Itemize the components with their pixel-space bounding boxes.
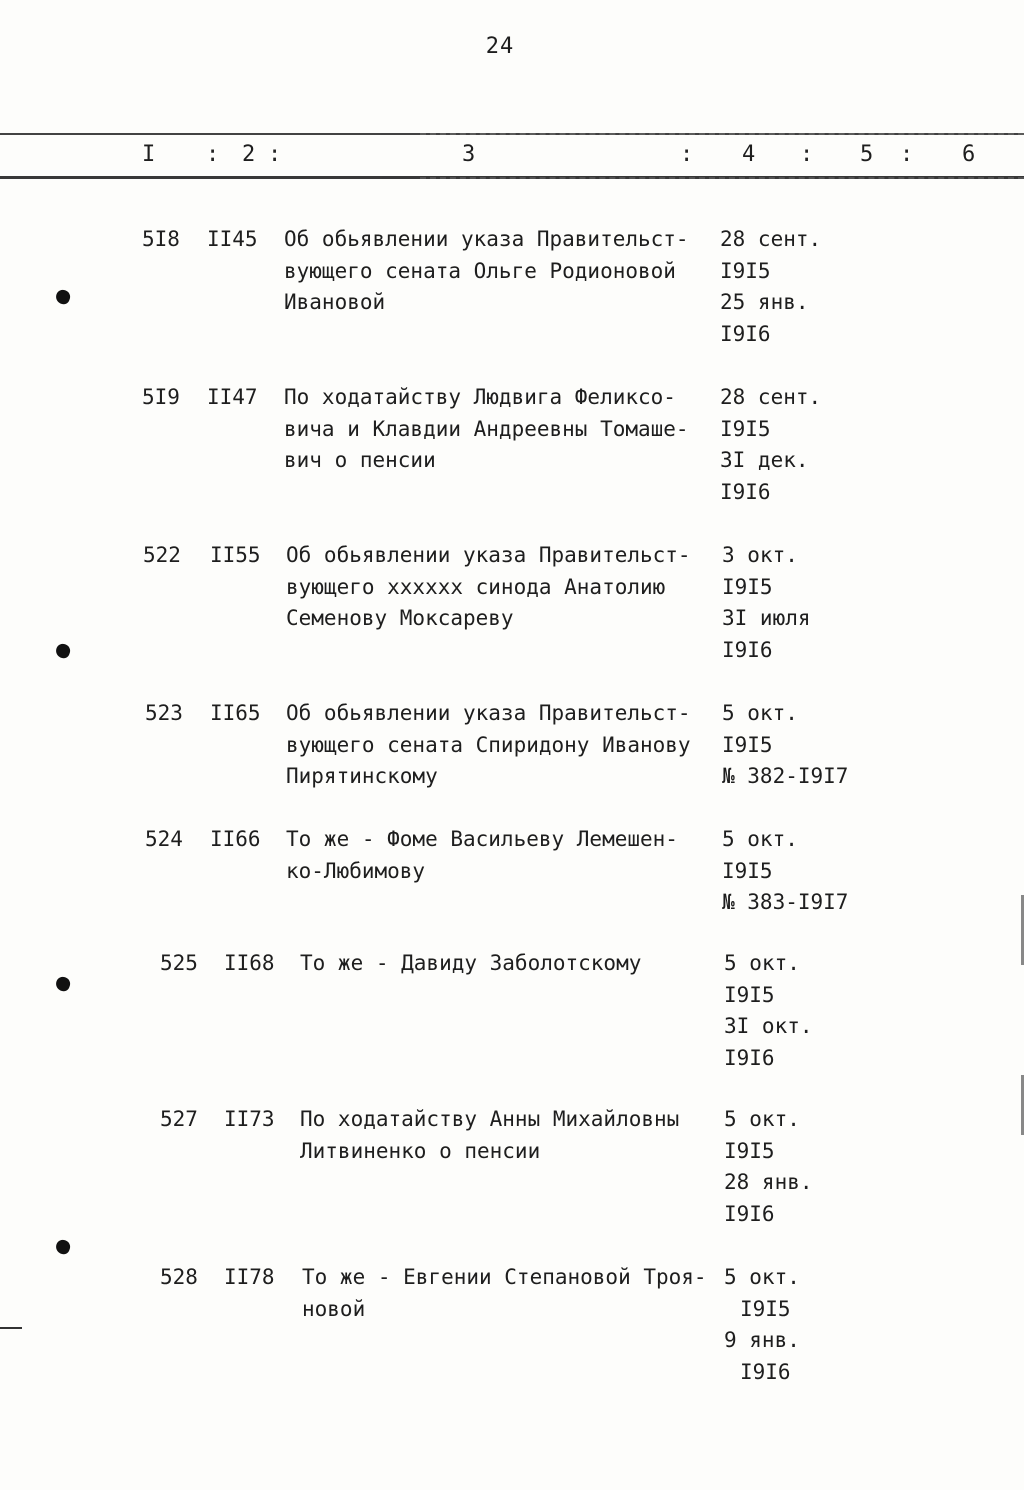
entry-dates xyxy=(724,948,924,1074)
entry-description: По ходатайству Анны Михайловны Литвиненко о пенсии xyxy=(300,1107,680,1163)
entry-description: По ходатайству Людвига Феликсо- вича и Клавдии Андреевны Томаше- вич о пенсии xyxy=(284,385,689,472)
entry-dates xyxy=(724,1262,924,1388)
entry-description: Об обьявлении указа Правительст- вующего сената Спиридону Иванову Пирятинскому xyxy=(286,701,691,788)
entry-description: Об обьявлении указа Правительст- вующего сената Ольге Родионовой Ивановой xyxy=(284,227,689,314)
column-separator: : xyxy=(800,142,814,167)
date-line: 3I окт. xyxy=(724,1014,813,1038)
date-line: 3I дек. xyxy=(720,448,809,472)
entry-number: 528 xyxy=(160,1265,198,1289)
entry-number: 525 xyxy=(160,951,198,975)
date-line: I9I5 xyxy=(720,258,771,283)
entry-dates xyxy=(722,698,922,793)
date-line: I9I5 xyxy=(722,858,773,883)
binder-hole xyxy=(54,975,72,993)
column-header-1: I xyxy=(142,142,156,167)
column-separator: : xyxy=(206,142,220,167)
column-separator: : xyxy=(900,142,914,167)
date-line: 3 окт. xyxy=(722,543,798,567)
date-line: I9I5 xyxy=(722,574,773,599)
entry-code: II55 xyxy=(210,543,261,567)
entry-dates xyxy=(720,224,920,350)
date-line: 5 окт. xyxy=(722,827,798,851)
entry-code: II47 xyxy=(207,385,258,409)
date-line: № 382-I9I7 xyxy=(722,764,849,788)
date-line: I9I5 xyxy=(724,982,775,1007)
column-header-6: 6 xyxy=(962,142,976,167)
date-line: I9I5 xyxy=(722,732,773,757)
date-line: I9I6 xyxy=(740,1359,791,1384)
page-number: 24 xyxy=(485,34,515,59)
entry-description: То же - Евгении Степановой Троя- новой xyxy=(302,1265,707,1321)
date-line: 25 янв. xyxy=(720,290,809,314)
date-line: I9I6 xyxy=(720,479,771,504)
date-line: 5 окт. xyxy=(722,701,798,725)
column-header-4: 4 xyxy=(742,142,756,167)
entry-code: II78 xyxy=(224,1265,275,1289)
entry-description: Об обьявлении указа Правительст- вующего xxxxxx синода Анатолию Семенову Моксареву xyxy=(286,543,691,630)
column-separator: : xyxy=(680,142,694,167)
entry-code: II73 xyxy=(224,1107,275,1131)
date-line: 5 окт. xyxy=(724,1107,800,1131)
column-header-row xyxy=(0,142,1024,172)
date-line: 5 окт. xyxy=(724,1265,800,1289)
date-line: I9I5 xyxy=(724,1138,775,1163)
entry-dates xyxy=(722,540,922,666)
date-line: 3I июля xyxy=(722,606,811,630)
header-top-rule xyxy=(0,133,1024,135)
date-line: I9I6 xyxy=(724,1045,775,1070)
column-header-2: 2 xyxy=(242,142,256,167)
entry-code: II68 xyxy=(224,951,275,975)
date-line: I9I6 xyxy=(720,321,771,346)
date-line: 9 янв. xyxy=(724,1328,800,1352)
entry-dates xyxy=(720,382,920,508)
entry-description: То же - Давиду Заболотскому xyxy=(300,951,642,975)
header-bottom-rule xyxy=(0,176,1024,179)
date-line: I9I5 xyxy=(720,416,771,441)
date-line: 28 сент. xyxy=(720,385,822,409)
date-line: I9I6 xyxy=(722,637,773,662)
entry-code: II66 xyxy=(210,827,261,851)
binder-hole xyxy=(54,1238,72,1256)
entry-number: 523 xyxy=(145,701,183,725)
column-separator: : xyxy=(268,142,282,167)
date-line: I9I5 xyxy=(740,1296,791,1321)
entry-number: 527 xyxy=(160,1107,198,1131)
entry-number: 5I9 xyxy=(142,385,180,409)
date-line: I9I6 xyxy=(724,1201,775,1226)
column-header-5: 5 xyxy=(860,142,874,167)
binder-hole xyxy=(54,642,72,660)
entry-number: 522 xyxy=(143,543,181,567)
date-line: № 383-I9I7 xyxy=(722,890,849,914)
entry-dates xyxy=(722,824,922,919)
entry-dates xyxy=(724,1104,924,1230)
date-line: 5 окт. xyxy=(724,951,800,975)
entry-description: То же - Фоме Васильеву Лемешен- ко-Любимову xyxy=(286,827,678,883)
binder-hole xyxy=(54,288,72,306)
margin-mark xyxy=(0,1327,22,1329)
column-header-3: 3 xyxy=(462,142,476,167)
date-line: 28 янв. xyxy=(724,1170,813,1194)
date-line: 28 сент. xyxy=(720,227,822,251)
entry-number: 5I8 xyxy=(142,227,180,251)
entry-code: II65 xyxy=(210,701,261,725)
entry-code: II45 xyxy=(207,227,258,251)
entry-number: 524 xyxy=(145,827,183,851)
